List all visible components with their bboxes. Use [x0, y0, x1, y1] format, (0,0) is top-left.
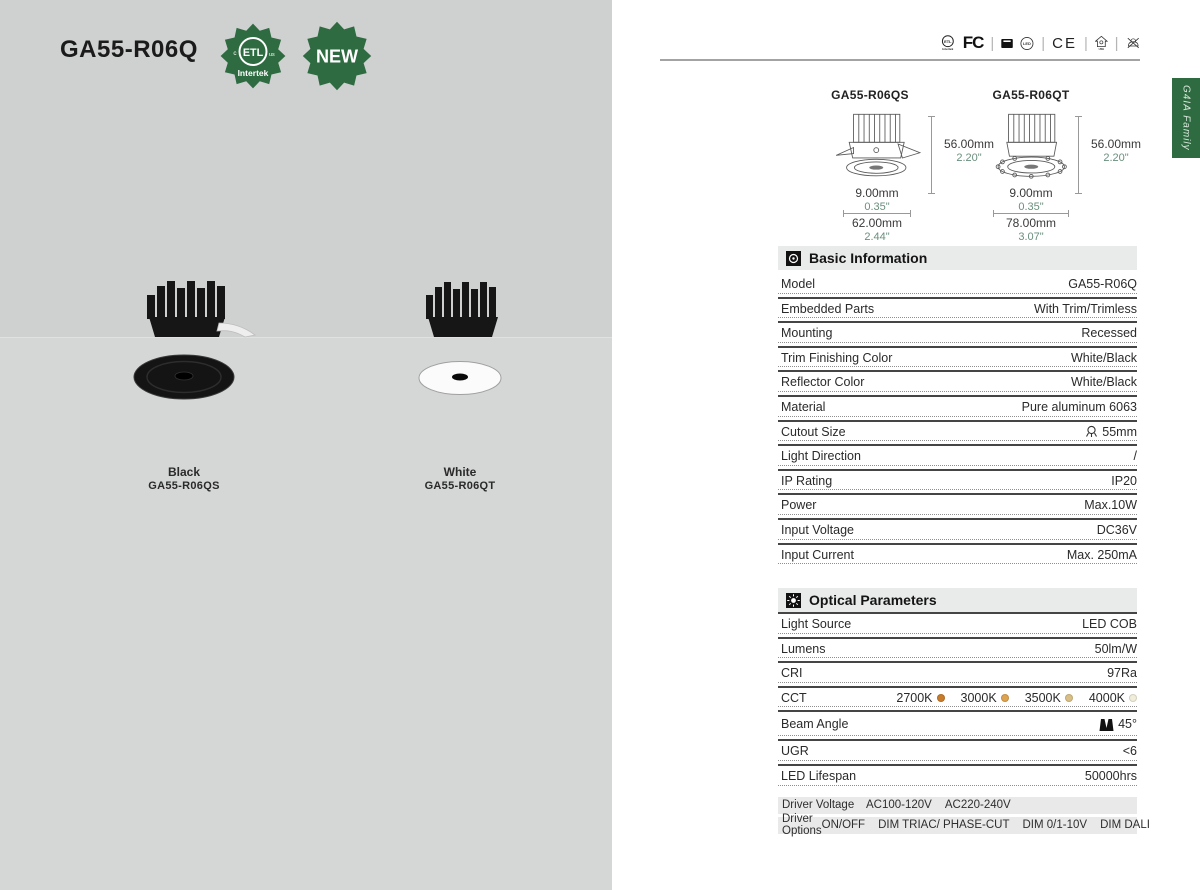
table-row: Mounting Recessed: [778, 321, 1137, 346]
diagram-drawing-trim: [830, 110, 926, 192]
indoor-use-icon: [1095, 31, 1108, 55]
cct-dot: [1065, 694, 1073, 702]
black-heatsink-photo: [143, 281, 265, 338]
dim-height: 56.00mm 2.20": [943, 137, 995, 164]
dim-line-width: [993, 213, 1069, 214]
basic-information-header: [778, 246, 1137, 270]
table-row: Power Max.10W: [778, 493, 1137, 518]
intertek-text: Intertek: [237, 67, 269, 78]
table-row: Light Direction /: [778, 444, 1137, 469]
cct-dot: [1129, 694, 1137, 702]
separator: |: [990, 34, 995, 52]
driver-options-row: Driver Options ON/OFF DIM TRIAC/ PHASE-CUT DIM 0/1-10V DIM DALI: [778, 817, 1137, 834]
table-row: IP Rating IP20: [778, 469, 1137, 494]
white-trim-photo: [418, 361, 502, 397]
black-trim-photo: [132, 354, 237, 402]
dim-height: 56.00mm 2.20": [1090, 137, 1142, 164]
cct-dot: [937, 694, 945, 702]
table-row: Model GA55-R06Q: [778, 272, 1137, 297]
optical-parameters-header: [778, 588, 1137, 612]
table-row: CRI 97Ra: [778, 661, 1137, 686]
cct-dot: [1001, 694, 1009, 702]
optical-parameters-table: [778, 612, 1137, 789]
product-color-label: Black: [167, 465, 201, 479]
certification-bar: [940, 28, 1140, 58]
family-tab: [1172, 78, 1200, 158]
cct-option: 2700K: [896, 691, 944, 705]
cct-option: 4000K: [1089, 691, 1137, 705]
table-row: Trim Finishing Color White/Black: [778, 346, 1137, 371]
section-title: Basic Information: [809, 250, 928, 266]
svg-text:USE: USE: [1098, 47, 1105, 51]
beam-angle-icon: [1099, 717, 1114, 731]
table-row-beam-angle: Beam Angle 45°: [778, 710, 1137, 739]
table-row: Lumens 50lm/W: [778, 637, 1137, 662]
dim-depth: 9.00mm 0.35": [855, 186, 899, 213]
basic-information-table: [778, 272, 1137, 567]
dim-line-height: [1078, 116, 1079, 194]
table-row: Input Current Max. 250mA: [778, 543, 1137, 568]
crossed-lamp-icon: [1126, 32, 1141, 54]
cct-option: 3000K: [961, 691, 1009, 705]
product-color-label: White: [443, 465, 477, 479]
driver-voltage-row: Driver Voltage AC100-120V AC220-240V: [778, 797, 1137, 814]
dim-line-height: [931, 116, 932, 194]
table-row: Input Voltage DC36V: [778, 518, 1137, 543]
product-model-label: GA55-R06QS: [148, 480, 220, 492]
diagram-model-label: GA55-R06QS: [831, 88, 909, 102]
ceiling-surface: [0, 337, 612, 890]
dim-line-width: [843, 213, 911, 214]
header-rule: [660, 59, 1140, 61]
etl-c-text: c: [233, 50, 237, 58]
etl-intertek-badge: [217, 17, 289, 95]
dim-width: 62.00mm 2.44": [851, 216, 903, 243]
new-text: NEW: [315, 46, 359, 67]
recessed-luminaire-icon: [1001, 35, 1013, 52]
table-row: Reflector Color White/Black: [778, 370, 1137, 395]
cutout-icon: [1085, 425, 1098, 438]
svg-text:LED: LED: [1023, 40, 1032, 46]
etl-text: ETL: [242, 47, 264, 60]
section-title: Optical Parameters: [809, 592, 937, 608]
ce-icon: CE: [1052, 34, 1077, 52]
separator: |: [1041, 34, 1046, 52]
table-row-cutout: Cutout Size 55mm: [778, 420, 1137, 445]
etl-us-text: us: [269, 52, 275, 59]
dim-depth: 9.00mm 0.35": [1009, 186, 1053, 213]
family-tab-label: G4IA Family: [1180, 85, 1192, 151]
table-row: Embedded Parts With Trim/Trimless: [778, 297, 1137, 322]
table-row: UGR <6: [778, 739, 1137, 764]
etl-mark-icon: [940, 29, 956, 57]
table-row: Light Source LED COB: [778, 612, 1137, 637]
cct-option: 3500K: [1025, 691, 1073, 705]
svg-text:Intertek: Intertek: [942, 47, 954, 52]
svg-text:ETL: ETL: [944, 39, 952, 44]
diagram-model-label: GA55-R06QT: [992, 88, 1070, 102]
separator: |: [1114, 34, 1119, 52]
product-model-label: GA55-R06QT: [424, 480, 496, 492]
dim-width: 78.00mm 3.07": [1005, 216, 1057, 243]
cable: [217, 323, 255, 337]
separator: |: [1084, 34, 1088, 52]
table-row-cct: CCT 2700K 3000K 3500K 4000K: [778, 686, 1137, 711]
fcc-icon: FC: [962, 33, 984, 52]
new-badge: [299, 16, 375, 96]
sun-section-icon: [786, 593, 801, 608]
table-row: Material Pure aluminum 6063: [778, 395, 1137, 420]
led-icon: [1020, 32, 1034, 55]
info-section-icon: [786, 251, 801, 266]
table-row: LED Lifespan 50000hrs: [778, 764, 1137, 789]
page-title: GA55-R06Q: [60, 36, 198, 63]
white-heatsink-photo: [424, 282, 506, 338]
